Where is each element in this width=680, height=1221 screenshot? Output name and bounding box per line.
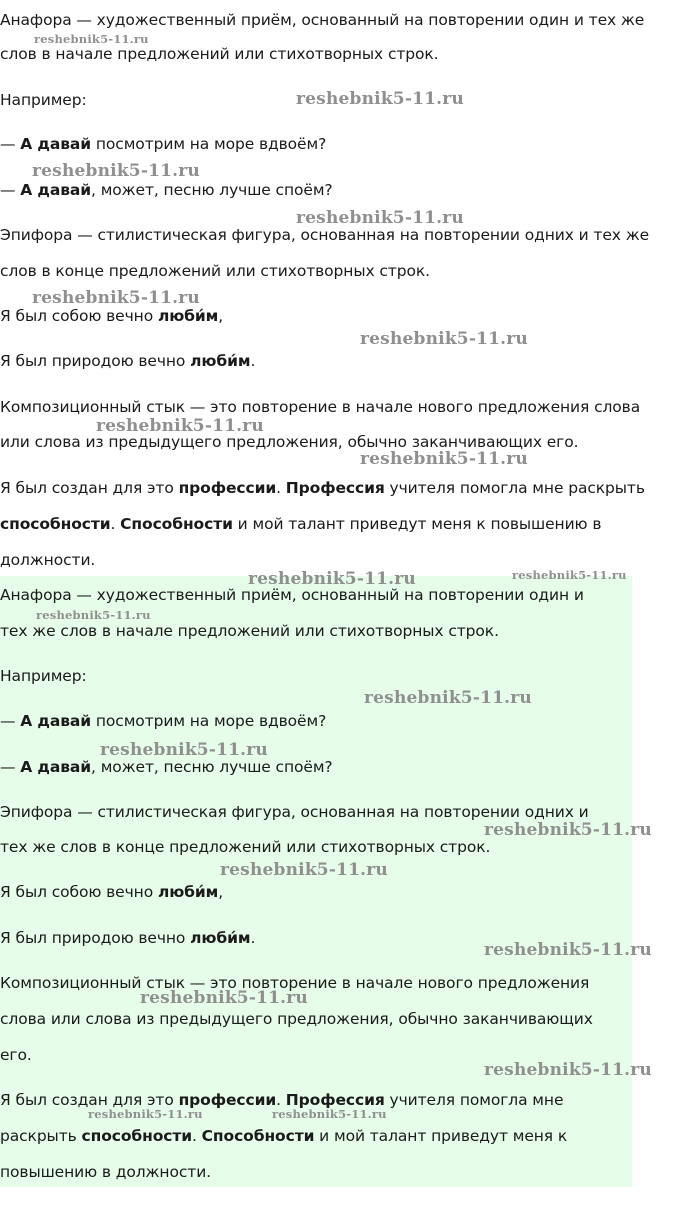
watermark: reshebnik5-11.ru <box>364 688 532 708</box>
epiphora-definition: Эпифора — стилистическая фигура, основанная на повторении одних и <box>0 803 589 821</box>
anaphora-example-1: — А давай посмотрим на море вдвоём? <box>0 712 327 730</box>
watermark: reshebnik5-11.ru <box>96 416 264 436</box>
bold-word: люби́м <box>190 929 251 947</box>
bold-word: Профессия <box>285 1091 385 1109</box>
anaphora-definition-cont: слов в начале предложений или стихотворных строк. <box>0 45 439 63</box>
epiphora-example-1: Я был собою вечно люби́м, <box>0 883 224 901</box>
bold-word: Способности <box>120 515 233 533</box>
watermark: reshebnik5-11.ru <box>296 208 464 228</box>
watermark: reshebnik5-11.ru <box>512 568 627 582</box>
watermark: reshebnik5-11.ru <box>32 288 200 308</box>
bold-phrase: А давай <box>20 135 92 153</box>
anaphora-definition: Анафора — художественный приём, основанный на повторении один и тех же <box>0 11 645 29</box>
bold-word: люби́м <box>190 352 251 370</box>
joint-example-3: повышению в должности. <box>0 1163 211 1181</box>
watermark: reshebnik5-11.ru <box>360 449 528 469</box>
epiphora-definition-cont: тех же слов в конце предложений или стихотворных строк. <box>0 838 491 856</box>
bold-word: Профессия <box>285 479 385 497</box>
epiphora-example-1: Я был собою вечно люби́м, <box>0 307 224 325</box>
anaphora-example-1: — А давай посмотрим на море вдвоём? <box>0 135 327 153</box>
epiphora-example-2: Я был природою вечно люби́м. <box>0 352 256 370</box>
epiphora-definition: Эпифора — стилистическая фигура, основанная на повторении одних и тех же <box>0 226 650 244</box>
joint-example-1: Я был создан для это профессии. Профессия учителя помогла мне раскрыть <box>0 479 645 497</box>
bold-word: способности <box>0 515 111 533</box>
bold-word: способности <box>81 1127 192 1145</box>
anaphora-definition-cont: тех же слов в начале предложений или стихотворных строк. <box>0 622 499 640</box>
epiphora-example-2: Я был природою вечно люби́м. <box>0 929 256 947</box>
watermark: reshebnik5-11.ru <box>248 569 416 589</box>
epiphora-definition-cont: слов в конце предложений или стихотворных строк. <box>0 262 430 280</box>
bold-word: люби́м <box>157 883 219 901</box>
bold-word: люби́м <box>157 307 219 325</box>
watermark: reshebnik5-11.ru <box>484 820 652 840</box>
bold-word: профессии <box>178 479 277 497</box>
bold-phrase: А давай <box>20 181 92 199</box>
anaphora-definition: Анафора — художественный приём, основанный на повторении один и <box>0 586 584 604</box>
joint-definition-cont-2: его. <box>0 1046 32 1064</box>
joint-definition-cont: слова или слова из предыдущего предложения, обычно заканчивающих <box>0 1010 593 1028</box>
watermark: reshebnik5-11.ru <box>34 32 149 46</box>
watermark: reshebnik5-11.ru <box>36 608 151 622</box>
joint-example-1: Я был создан для это профессии. Профессия учителя помогла мне <box>0 1091 564 1109</box>
joint-example-3: должности. <box>0 551 96 569</box>
bold-phrase: А давай <box>20 712 92 730</box>
joint-example-2: способности. Способности и мой талант приведут меня к повышению в <box>0 515 602 533</box>
watermark: reshebnik5-11.ru <box>360 329 528 349</box>
joint-example-2: раскрыть способности. Способности и мой талант приведут меня к <box>0 1127 568 1145</box>
watermark: reshebnik5-11.ru <box>100 740 268 760</box>
watermark: reshebnik5-11.ru <box>272 1107 387 1121</box>
joint-definition: Композиционный стык — это повторение в начале нового предложения <box>0 974 590 992</box>
anaphora-example-2: — А давай, может, песню лучше споём? <box>0 758 333 776</box>
anaphora-example-2: — А давай, может, песню лучше споём? <box>0 181 333 199</box>
bold-phrase: А давай <box>20 758 92 776</box>
watermark: reshebnik5-11.ru <box>140 988 308 1008</box>
bold-word: Способности <box>201 1127 315 1145</box>
example-label: Например: <box>0 91 87 109</box>
watermark: reshebnik5-11.ru <box>32 161 200 181</box>
watermark: reshebnik5-11.ru <box>296 89 464 109</box>
joint-definition: Композиционный стык — это повторение в начале нового предложения слова <box>0 398 641 416</box>
watermark: reshebnik5-11.ru <box>484 1060 652 1080</box>
example-label: Например: <box>0 667 87 685</box>
bold-word: профессии <box>178 1091 277 1109</box>
joint-definition-cont: или слова из предыдущего предложения, обычно заканчивающих его. <box>0 433 579 451</box>
watermark: reshebnik5-11.ru <box>220 860 388 880</box>
watermark: reshebnik5-11.ru <box>88 1107 203 1121</box>
watermark: reshebnik5-11.ru <box>484 940 652 960</box>
